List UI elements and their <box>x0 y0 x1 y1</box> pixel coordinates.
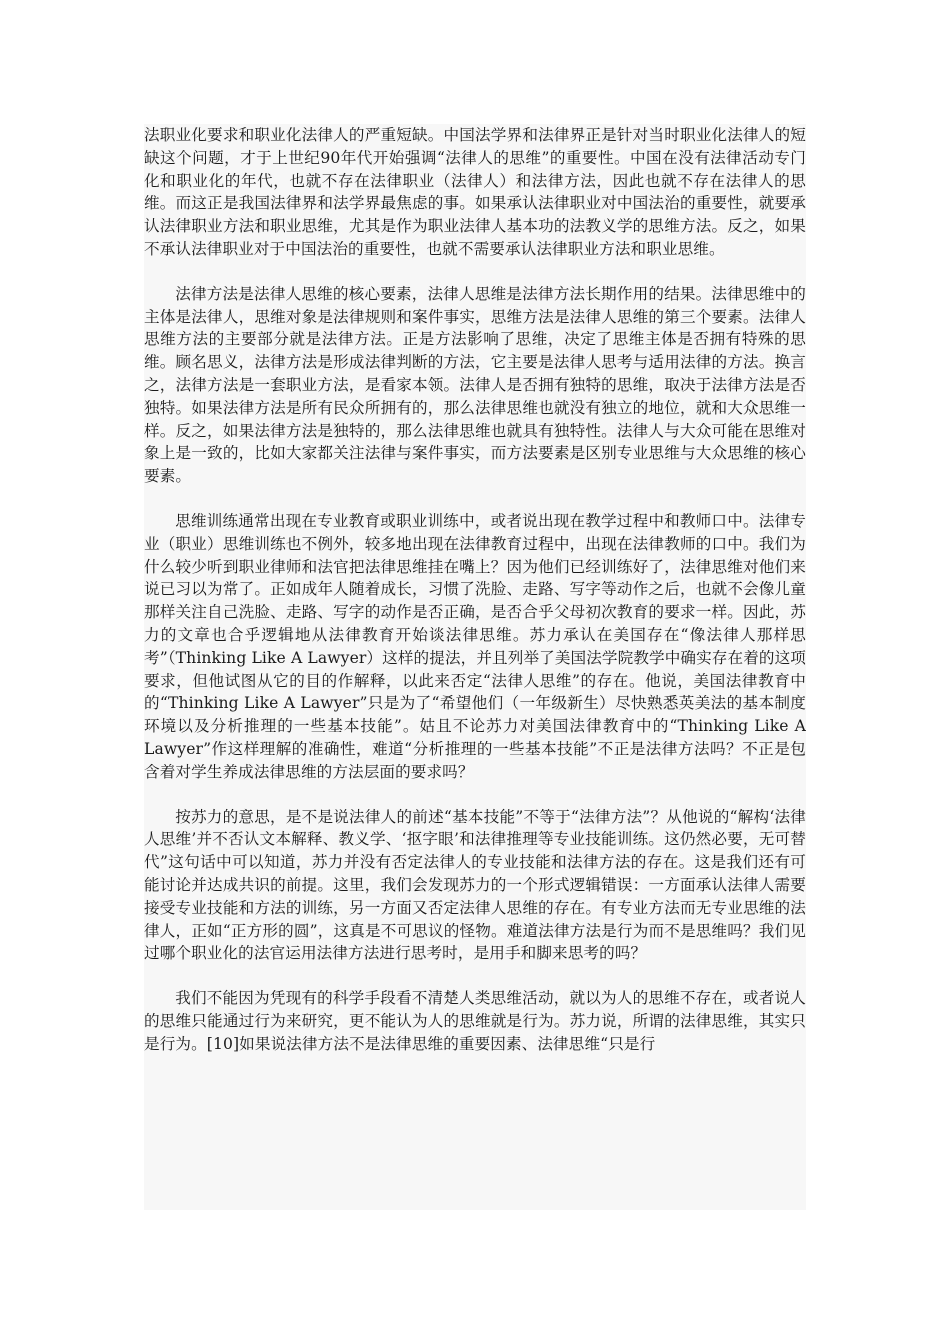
paragraph-4: 按苏力的意思，是不是说法律人的前述“基本技能”不等于“法律方法”？从他说的“解构‘法律人思维’并不否认文本解释、教义学、‘抠字眼’和法律推理等专业技能训练。这仍然必要，无可替代”这句话中可以知道，苏力并没有否定法律人的专业技能和法律方法的存在。这是我们还有可能讨论并达成共识的前提。这里，我们会发现苏力的一个形式逻辑错误：一方面承认法律人需要接受专业技能和方法的训练，另一方面又否定法律人思维的存在。有专业方法而无专业思维的法律人，正如“正方形的圆”，这真是不可思议的怪物。难道法律方法是行为而不是思维吗？我们见过哪个职业化的法官运用法律方法进行思考时，是用手和脚来思考的吗？ <box>144 807 806 963</box>
paragraph-gap <box>144 488 806 510</box>
paragraph-gap <box>144 784 806 806</box>
paragraph-3: 思维训练通常出现在专业教育或职业训练中，或者说出现在教学过程中和教师口中。法律专业（职业）思维训练也不例外，较多地出现在法律教育过程中，出现在法律教师的口中。我们为什么较少听到职业律师和法官把法律思维挂在嘴上？因为他们已经训练好了，法律思维对他们来说已习以为常了。正如成年人随着成长，习惯了洗脸、走路、写字等动作之后，也就不会像儿童那样关注自己洗脸、走路、写字的动作是否正确，是否合乎父母初次教育的要求一样。因此，苏力的文章也合乎逻辑地从法律教育开始谈法律思维。苏力承认在美国存在“像法律人那样思考”（Thinking Like A Lawyer）这样的提法，并且列举了美国法学院教学中确实存在着的这项要求，但他试图从它的目的作解释，以此来否定“法律人思维”的存在。他说，美国法律教育中的“Thinking Like A Lawyer”只是为了“希望他们（一年级新生）尽快熟悉英美法的基本制度环境以及分析推理的一些基本技能”。姑且不论苏力对美国法律教育中的“Thinking Like A Lawyer”作这样理解的准确性，难道“分析推理的一些基本技能”不正是法律方法吗？不正是包含着对学生养成法律思维的方法层面的要求吗？ <box>144 511 806 781</box>
document-body <box>144 124 806 1210</box>
paragraph-5: 我们不能因为凭现有的科学手段看不清楚人类思维活动，就以为人的思维不存在，或者说人的思维只能通过行为来研究，更不能认为人的思维就是行为。苏力说，所谓的法律思维，其实只是行为。[10]如果说法律方法不是法律思维的重要因素、法律思维“只是行 <box>144 989 806 1053</box>
paragraph-2: 法律方法是法律人思维的核心要素，法律人思维是法律方法长期作用的结果。法律思维中的主体是法律人，思维对象是法律规则和案件事实，思维方法是法律人思维的第三个要素。法律人思维方法的主要部分就是法律方法。正是方法影响了思维，决定了思维主体是否拥有特殊的思维。顾名思义，法律方法是形成法律判断的方法，它主要是法律人思考与适用法律的方法。换言之，法律方法是一套职业方法，是看家本领。法律人是否拥有独特的思维，取决于法律方法是否独特。如果法律方法是所有民众所拥有的，那么法律思维也就没有独立的地位，就和大众思维一样。反之，如果法律方法是独特的，那么法律思维也就具有独特性。法律人与大众可能在思维对象上是一致的，比如大家都关注法律与案件事实，而方法要素是区别专业思维与大众思维的核心要素。 <box>144 284 806 486</box>
paragraph-gap <box>144 261 806 283</box>
paragraph-1: 法职业化要求和职业化法律人的严重短缺。中国法学界和法律界正是针对当时职业化法律人的短缺这个问题，才于上世纪90年代开始强调“法律人的思维”的重要性。中国在没有法律活动专门化和职业化的年代，也就不存在法律职业（法律人）和法律方法，因此也就不存在法律人的思维。而这正是我国法律界和法学界最焦虑的事。如果承认法律职业对中国法治的重要性，就要承认法律职业方法和职业思维，尤其是作为职业法律人基本功的法教义学的思维方法。反之，如果不承认法律职业对于中国法治的重要性，也就不需要承认法律职业方法和职业思维。 <box>144 126 806 258</box>
paragraph-gap <box>144 965 806 987</box>
